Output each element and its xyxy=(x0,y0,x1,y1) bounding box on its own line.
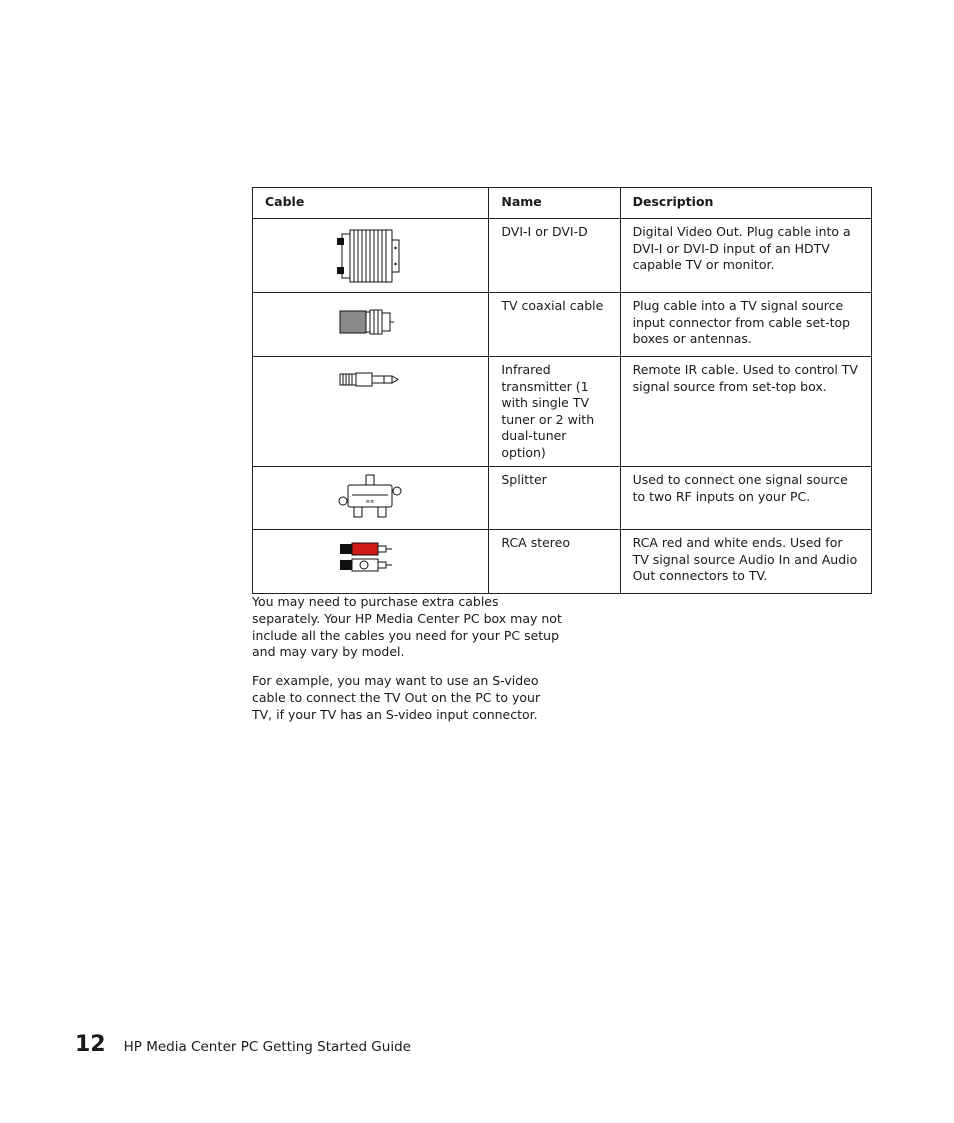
cable-image-cell xyxy=(253,357,489,467)
table-row xyxy=(253,357,872,467)
cable-image-cell xyxy=(253,530,489,594)
cable-table xyxy=(252,187,872,594)
cable-description: Remote IR cable. Used to control TV signal source from set-top box. xyxy=(620,357,871,467)
cable-image-cell xyxy=(253,467,489,530)
cable-description: Used to connect one signal source to two RF inputs on your PC. xyxy=(620,467,871,530)
cable-image-cell xyxy=(253,293,489,357)
infrared-plug-icon xyxy=(336,367,406,391)
table-header-row xyxy=(253,188,872,219)
cable-name: Splitter xyxy=(489,467,620,530)
cable-description: RCA red and white ends. Used for TV signal source Audio In and Audio Out connectors to TV. xyxy=(620,530,871,594)
table-row xyxy=(253,219,872,293)
header-name: Name xyxy=(489,188,620,219)
cable-name: TV coaxial cable xyxy=(489,293,620,357)
page-footer xyxy=(75,1032,411,1057)
notes-section xyxy=(252,594,562,736)
page-number: 12 xyxy=(75,1032,106,1057)
table-row xyxy=(253,467,872,530)
cable-image-cell xyxy=(253,219,489,293)
splitter-icon xyxy=(336,473,406,521)
table-row xyxy=(253,530,872,594)
note-paragraph: For example, you may want to use an S-video cable to connect the TV Out on the PC to your TV, if your TV has an S-video input connector. xyxy=(252,673,541,722)
svg-text:≡≡: ≡≡ xyxy=(365,499,374,505)
cable-name: Infrared transmitter (1 with single TV tuner or 2 with dual-tuner option) xyxy=(489,357,620,467)
table-row xyxy=(253,293,872,357)
note-paragraph: You may need to purchase extra cables separately. Your HP Media Center PC box may not include all the cables you need for your PC setup and may vary by model. xyxy=(252,594,562,660)
cable-description: Plug cable into a TV signal source input connector from cable set-top boxes or antennas. xyxy=(620,293,871,357)
coaxial-connector-icon xyxy=(336,303,406,343)
cable-description: Digital Video Out. Plug cable into a DVI-I or DVI-D input of an HDTV capable TV or monitor. xyxy=(620,219,871,293)
dvi-connector-icon xyxy=(336,224,406,288)
cable-name: RCA stereo xyxy=(489,530,620,594)
cable-name: DVI-I or DVI-D xyxy=(489,219,620,293)
header-cable: Cable xyxy=(253,188,489,219)
guide-title: HP Media Center PC Getting Started Guide xyxy=(123,1039,411,1055)
header-description: Description xyxy=(620,188,871,219)
rca-stereo-icon xyxy=(336,538,406,578)
